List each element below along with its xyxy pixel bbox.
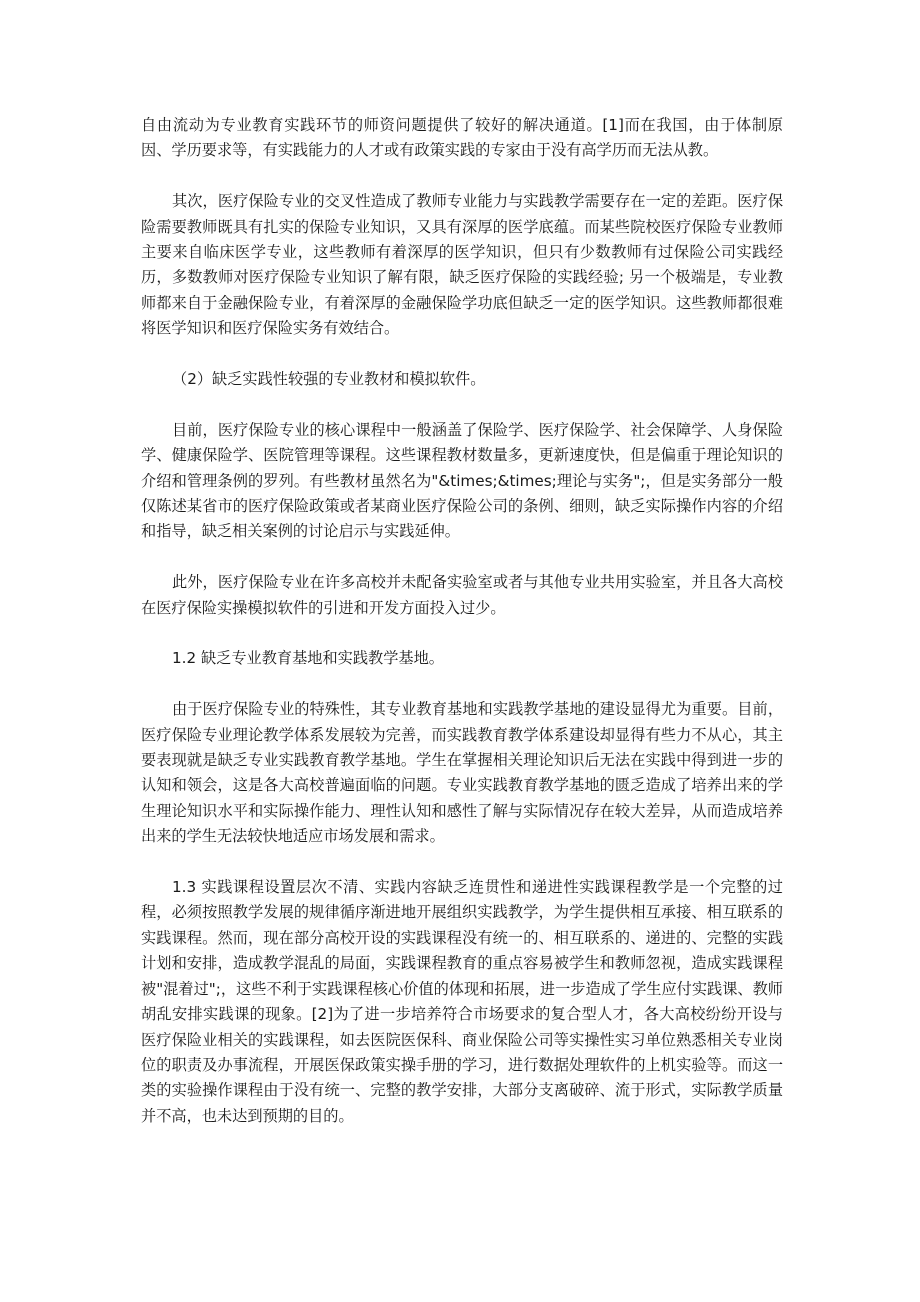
- section-heading-1-2: 1.2 缺乏专业教育基地和实践教学基地。: [172, 649, 444, 668]
- document-body: [141, 113, 783, 1155]
- paragraph-continued: 自由流动为专业教育实践环节的师资问题提供了较好的解决通道。[1]而在我国，由于体制原因、学历要求等，有实践能力的人才或有政策实践的专家由于没有高学历而无法从教。: [141, 116, 783, 160]
- paragraph-1-3-practice-courses: 1.3 实践课程设置层次不清、实践内容缺乏连贯性和递进性实践课程教学是一个完整的过程，必须按照教学发展的规律循序渐进地开展组织实践教学，为学生提供相互承接、相互联系的实践课程。然而，现在部分高校开设的实践课程没有统一的、相互联系的、递进的、完整的实践计划和安排，造成教学混乱的局面，实践课程教育的重点容易被学生和教师忽视，造成实践课程被"混着过";，这些不利于实践课程核心价值的体现和拓展，进一步造成了学生应付实践课、教师胡乱安排实践课的现象。[2]为了进一步培养符合市场要求的复合型人才，各大高校纷纷开设与医疗保险业相关的实践课程，如去医院医保科、商业保险公司等实操性实习单位熟悉相关专业岗位的职责及办事流程，开展医保政策实操手册的学习，进行数据处理软件的上机实验等。而这一类的实验操作课程由于没有统一、完整的教学安排，大部分支离破碎、流于形式，实际教学质量并不高，也未达到预期的目的。: [141, 878, 783, 1125]
- paragraph-lab-software: 此外，医疗保险专业在许多高校并未配备实验室或者与其他专业共用实验室，并且各大高校在医疗保险实操模拟软件的引进和开发方面投入过少。: [141, 573, 783, 617]
- paragraph-practice-base: 由于医疗保险专业的特殊性，其专业教育基地和实践教学基地的建设显得尤为重要。目前，医疗保险专业理论教学体系发展较为完善，而实践教育教学体系建设却显得有些力不从心，其主要表现就是缺乏专业实践教育教学基地。学生在掌握相关理论知识后无法在实践中得到进一步的认知和领会，这是各大高校普遍面临的问题。专业实践教育教学基地的匮乏造成了培养出来的学生理论知识水平和实际操作能力、理性认知和感性了解与实际情况存在较大差异，从而造成培养出来的学生无法较快地适应市场发展和需求。: [141, 700, 783, 846]
- paragraph-teacher-ability-gap: 其次，医疗保险专业的交叉性造成了教师专业能力与实践教学需要存在一定的差距。医疗保险需要教师既具有扎实的保险专业知识，又具有深厚的医学底蕴。而某些院校医疗保险专业教师主要来自临床医学专业，这些教师有着深厚的医学知识，但只有少数教师有过保险公司实践经历，多数教师对医疗保险专业知识了解有限，缺乏医疗保险的实践经验; 另一个极端是，专业教师都来自于金融保险专业，有着深厚的金融保险学功底但缺乏一定的医学知识。这些教师都很难将医学知识和医疗保险实务有效结合。: [141, 192, 783, 338]
- section-heading-textbooks: （2）缺乏实践性较强的专业教材和模拟软件。: [172, 370, 486, 389]
- paragraph-core-courses: 目前，医疗保险专业的核心课程中一般涵盖了保险学、医疗保险学、社会保障学、人身保险学、健康保险学、医院管理等课程。这些课程教材数量多，更新速度快，但是偏重于理论知识的介绍和管理条例的罗列。有些教材虽然名为"&times;&times;理论与实务";，但是实务部分一般仅陈述某省市的医疗保险政策或者某商业医疗保险公司的条例、细则，缺乏实际操作内容的介绍和指导，缺乏相关案例的讨论启示与实践延伸。: [141, 420, 783, 541]
